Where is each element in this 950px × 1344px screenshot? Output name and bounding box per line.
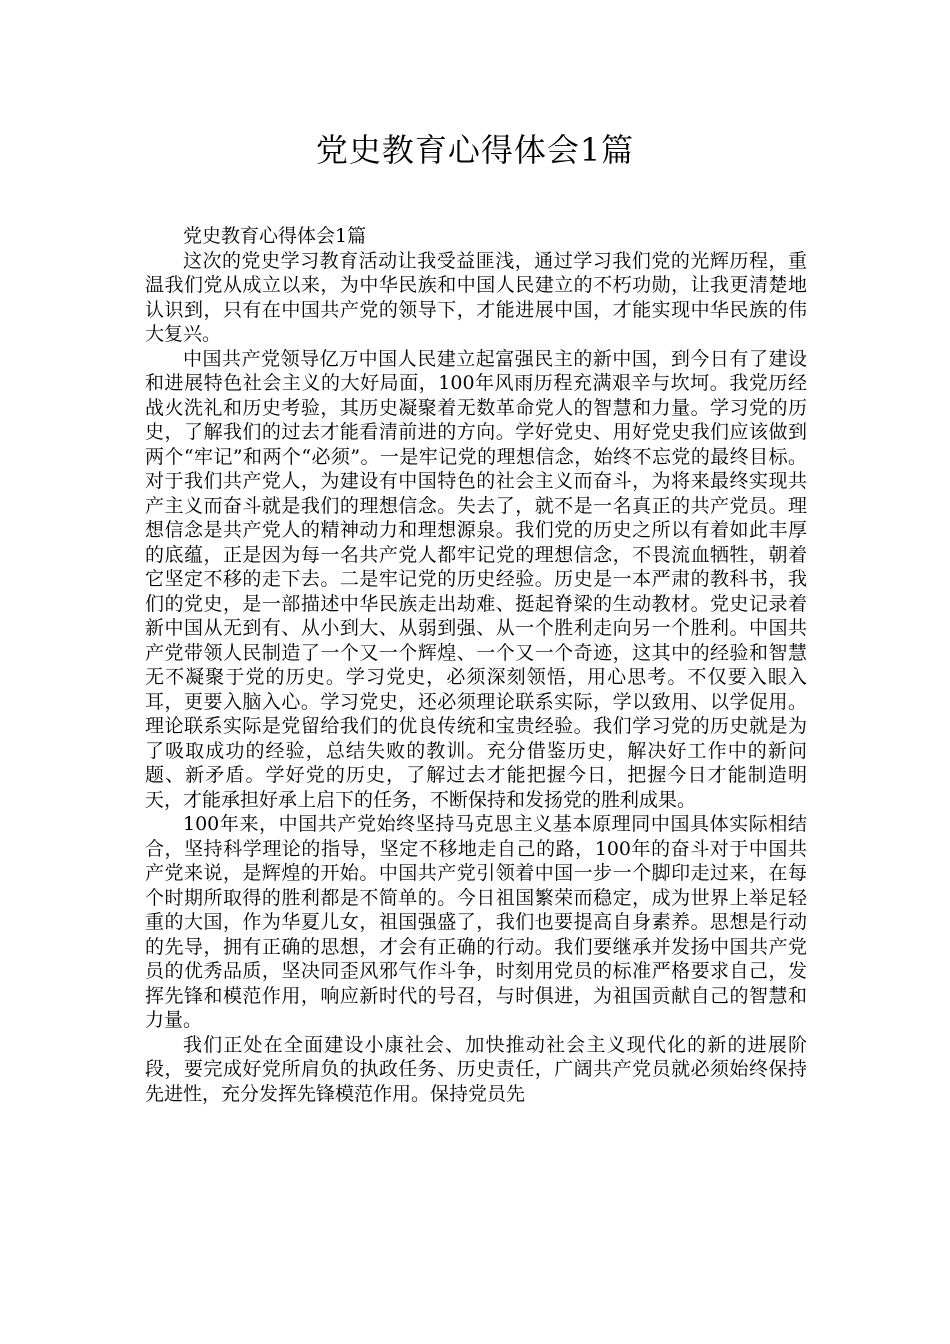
document-body bbox=[145, 224, 807, 1106]
document-title: 党史教育心得体会1篇 bbox=[315, 131, 635, 169]
paragraph: 这次的党史学习教育活动让我受益匪浅，通过学习我们党的光辉历程，重温我们党从成立以来，为中华民族和中国人民建立的不朽功勋，让我更清楚地认识到，只有在中国共产党的领导下，才能进展中国，才能实现中华民族的伟大复兴。 bbox=[145, 249, 807, 345]
paragraph: 100年来，中国共产党始终坚持马克思主义基本原理同中国具体实际相结合，坚持科学理论的指导，坚定不移地走自己的路，100年的奋斗对于中国共产党来说，是辉煌的开始。中国共产党引领着中国一步一个脚印走过来，在每个时期所取得的胜利都是不简单的。今日祖国繁荣而稳定，成为世界上举足轻重的大国，作为华夏儿女，祖国强盛了，我们也要提高自身素养。思想是行动的先导，拥有正确的思想，才会有正确的行动。我们要继承并发扬中国共产党员的优秀品质，坚决同歪风邪气作斗争，时刻用党员的标准严格要求自己，发挥先锋和模范作用，响应新时代的号召，与时俱进，为祖国贡献自己的智慧和力量。 bbox=[145, 813, 807, 1031]
paragraph: 我们正处在全面建设小康社会、加快推动社会主义现代化的新的进展阶段，要完成好党所肩负的执政任务、历史责任，广阔共产党员就必须始终保持先进性，充分发挥先锋模范作用。保持党员先 bbox=[145, 1033, 807, 1105]
subtitle-paragraph: 党史教育心得体会1篇 bbox=[183, 225, 367, 247]
paragraph: 中国共产党领导亿万中国人民建立起富强民主的新中国，到今日有了建设和进展特色社会主义的大好局面，100年风雨历程充满艰辛与坎坷。我党历经战火洗礼和历史考验，其历史凝聚着无数革命党人的智慧和力量。学习党的历史，了解我们的过去才能看清前进的方向。学好党史、用好党史我们应该做到两个“牢记”和两个“必须”。一是牢记党的理想信念，始终不忘党的最终目标。对于我们共产党人，为建设有中国特色的社会主义而奋斗，为将来最终实现共产主义而奋斗就是我们的理想信念。失去了，就不是一名真正的共产党员。理想信念是共产党人的精神动力和理想源泉。我们党的历史之所以有着如此丰厚的底蕴，正是因为每一名共产党人都牢记党的理想信念，不畏流血牺牲，朝着它坚定不移的走下去。二是牢记党的历史经验。历史是一本严肃的教科书，我们的党史，是一部描述中华民族走出劫难、挺起脊梁的生动教材。党史记录着新中国从无到有、从小到大、从弱到强、从一个胜利走向另一个胜利。中国共产党带领人民制造了一个又一个辉煌、一个又一个奇迹，这其中的经验和智慧无不凝聚于党的历史。学习党史，必须深刻领悟，用心思考。不仅要入眼入耳，更要入脑入心。学习党史，还必须理论联系实际，学以致用、以学促用。理论联系实际是党留给我们的优良传统和宝贵经验。我们学习党的历史就是为了吸取成功的经验，总结失败的教训。充分借鉴历史，解决好工作中的新问题、新矛盾。学好党的历史，了解过去才能把握今日，把握今日才能制造明天，才能承担好承上启下的任务，不断保持和发扬党的胜利成果。 bbox=[145, 347, 807, 811]
